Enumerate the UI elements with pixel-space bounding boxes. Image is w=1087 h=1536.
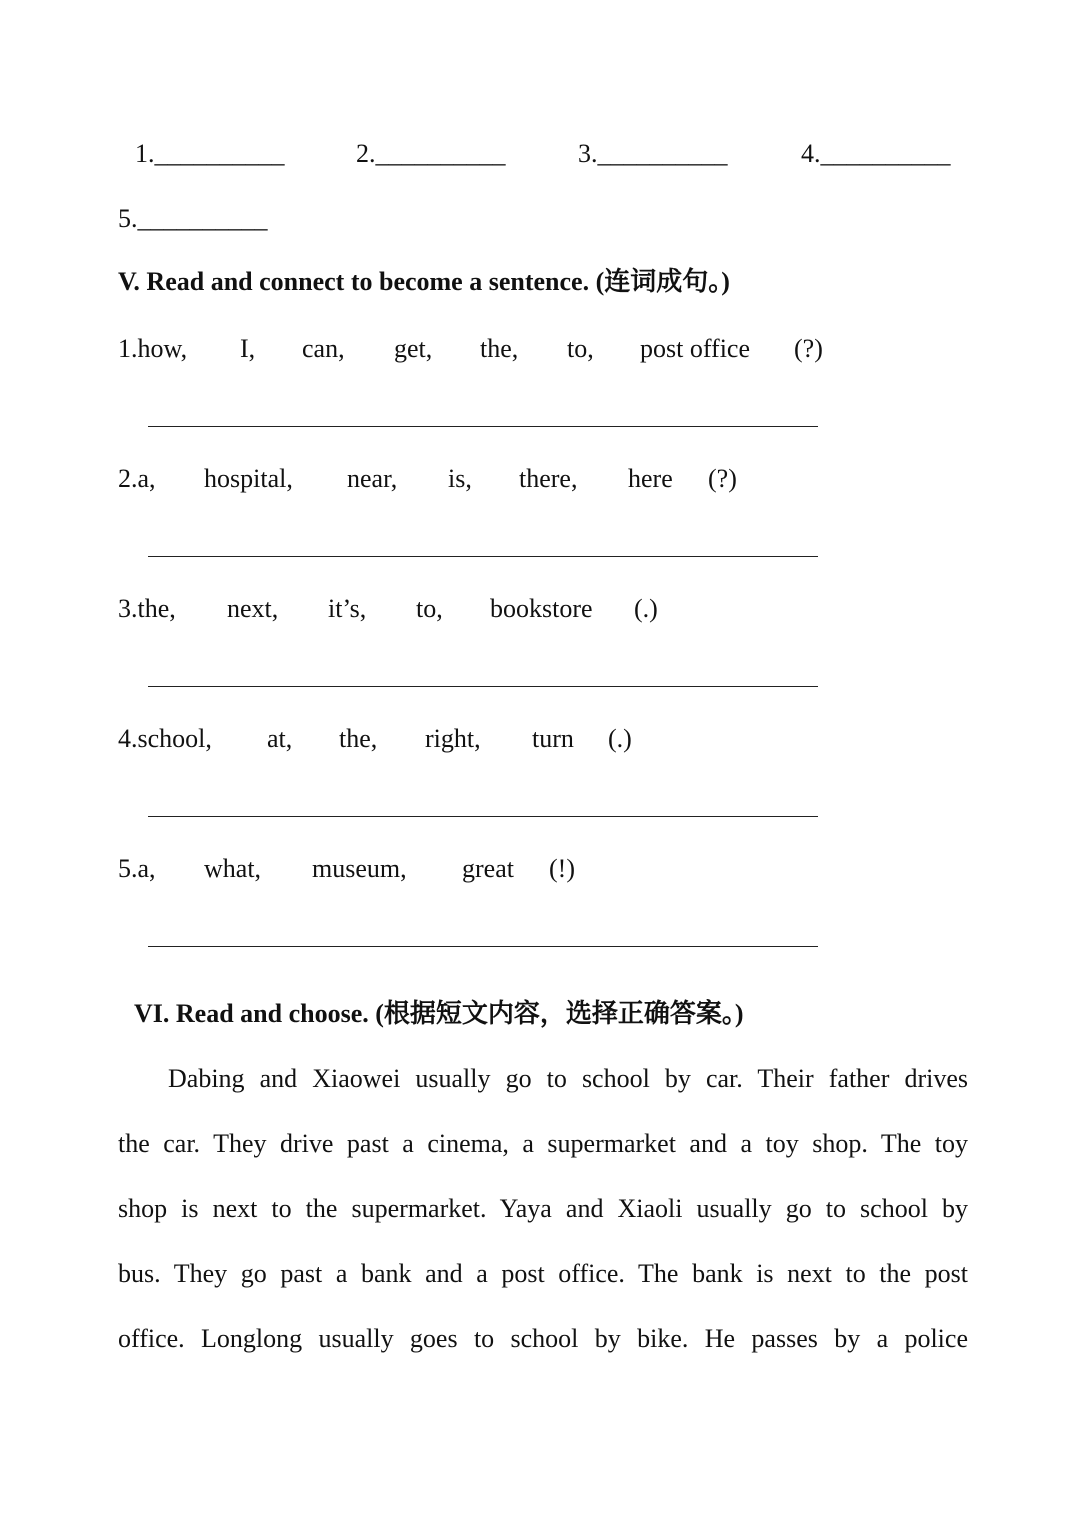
word: hospital, — [204, 464, 293, 493]
word: to, — [567, 334, 594, 363]
word: (.) — [634, 594, 658, 623]
word: 4.school, — [118, 724, 212, 753]
answer-line-4[interactable] — [148, 816, 818, 817]
word: (.) — [608, 724, 632, 753]
word: the, — [480, 334, 519, 363]
word: what, — [204, 854, 262, 883]
word: near, — [347, 464, 398, 493]
word: 1.how, — [118, 334, 188, 363]
word: here — [628, 464, 673, 493]
blank-1[interactable]: 1.__________ — [135, 139, 285, 168]
word: to, — [416, 594, 443, 623]
word: get, — [394, 334, 433, 363]
blank-5[interactable]: 5.__________ — [118, 204, 268, 233]
word: 3.the, — [118, 594, 176, 623]
word: can, — [302, 334, 345, 363]
word: next, — [227, 594, 279, 623]
answer-line-1[interactable] — [148, 426, 818, 427]
word: 2.a, — [118, 464, 156, 493]
word: bookstore — [490, 594, 593, 623]
word: at, — [267, 724, 293, 753]
answer-line-5[interactable] — [148, 946, 818, 947]
section-6-heading: VI. Read and choose. (根据短文内容，选择正确答案。) — [134, 999, 744, 1028]
word: (!) — [549, 854, 575, 883]
section-5-heading: V. Read and connect to become a sentence. (连词成句。) — [118, 267, 730, 296]
word: the, — [339, 724, 378, 753]
word: great — [462, 854, 514, 883]
answer-line-3[interactable] — [148, 686, 818, 687]
word: post office — [640, 334, 750, 363]
blank-4[interactable]: 4.__________ — [801, 139, 951, 168]
word: 5.a, — [118, 854, 156, 883]
word: I, — [240, 334, 256, 363]
word: (?) — [708, 464, 737, 493]
passage-line-2: the car. They drive past a cinema, a supermarket and a toy shop. The toy — [118, 1129, 968, 1158]
word: right, — [425, 724, 481, 753]
word: turn — [532, 724, 574, 753]
word: there, — [519, 464, 578, 493]
passage-line-4: bus. They go past a bank and a post office. The bank is next to the post — [118, 1259, 968, 1288]
passage-line-5: office. Longlong usually goes to school by bike. He passes by a police — [118, 1324, 968, 1353]
answer-line-2[interactable] — [148, 556, 818, 557]
word: (?) — [794, 334, 823, 363]
blank-3[interactable]: 3.__________ — [578, 139, 728, 168]
word: it’s, — [328, 594, 367, 623]
blank-2[interactable]: 2.__________ — [356, 139, 506, 168]
passage-line-3: shop is next to the supermarket. Yaya and Xiaoli usually go to school by — [118, 1194, 968, 1223]
passage-line-1: Dabing and Xiaowei usually go to school by car. Their father drives — [168, 1064, 968, 1093]
word: museum, — [312, 854, 407, 883]
word: is, — [448, 464, 472, 493]
